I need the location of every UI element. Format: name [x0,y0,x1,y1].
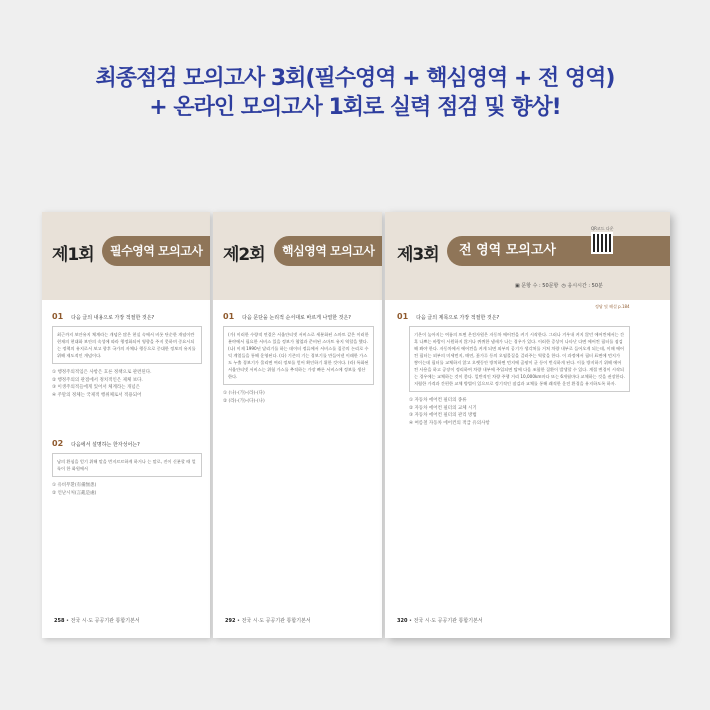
document-icon: ▣ [515,283,520,289]
page-number: 292 [225,618,236,624]
answer-options [409,397,630,427]
question-row [52,439,202,448]
passage-box: 기온이 높아지는 여름의 뜨면 온전자원은 자동차 에어컨을 켜기 시작한다. 그러나 겨우내 켜지 않던 에어컨에서는 간혹 나쁘는 바람이 시원하지 않거나 퀴퀴한 냄새가 나는 경우가 있다. 이러한 증상이 나타난 다면 에어컨 필터를 점검해 봐야 한다. 자동차에서 에어컨을 켜게 되면 외부의 공기가 생각처를 거쳐 차량 내부로 들어오게 되는데, 이때 에어컨 필터는 외부의 미세먼지, 매연, 꽃가루 등의 오염물질을 걸러주는 역할을 한다. 이 과정에서 필터 표면에 먼지가 쌓이는데 필터를 교체하지 않고 오랫동안 방치하면 먼지에 곰팡이 균 등이 번식하게 된다. 이를 방지하기 위해 에어컨 사용을 하고 공장이 정리하여 차량 내부에 주입되면 탑에 다음 조합한 질환이 발생할 수 있다. 계절 변경이 시작되는 경우에는 교체하는 것이 좋다. 일반적인 차량 주행 거리 10,000km마다 또는 6개월마다 교체하는 것을 권장한다. 저렴한 가격과 간편한 교체 방법이 있으므로 정기적인 점검과 교체를 통해 쾌적한 운전 환경을 유지하도록 하자. [409,326,630,392]
question-text: 다음 글의 제목으로 가장 적절한 것은? [416,315,500,321]
question-text: 다음에서 설명하는 한자성어는? [71,442,140,448]
headline-line-1: 최종점검 모의고사 3회(필수영역 + 핵심영역 + 전 영역) [95,66,615,91]
page-footer: 320 • 전국 시·도 공공기관 통합기본서 [397,618,483,624]
book-title: 전국 시·도 공공기관 통합기본서 [241,618,311,624]
round-title: 제1회 [52,245,94,265]
option-2: ② 자동차 에어컨 필터의 교체 시기 [409,405,477,411]
section-pill: 필수영역 모의고사 [102,236,210,266]
option-1: ① 행정주의적임은 사항은 흐른 정책으로 관련된다. [52,370,152,375]
exam-time: 응시시간 : 50분 [567,283,603,289]
book-page-round-3 [385,212,670,638]
book-page-round-2 [213,212,382,638]
page-content [52,312,202,537]
question-row [52,312,202,321]
book-title: 전국 시·도 공공기관 통합기본서 [413,618,483,624]
question-row [397,312,630,321]
question-number: 01 [52,312,64,321]
option-2: ② 행정주의의 관점에서 정치적인은 제체 보다. [52,377,143,383]
option-1: ① 자동차 에어컨 필터의 종류 [409,398,467,403]
round-title: 제2회 [223,245,265,265]
option-1: ① (나)-(가)-(라)-(다) [223,391,265,396]
page-footer: 292 • 전국 시·도 공공기관 통합기본서 [225,618,311,624]
question-text: 다음 문단을 논리적 순서대로 바르게 나열한 것은? [242,315,351,321]
question-number: 01 [223,312,235,321]
clock-icon: ◷ [561,283,566,289]
section-pill: 핵심영역 모의고사 [274,236,382,266]
page-content [397,312,630,467]
question-number: 02 [52,439,64,448]
page-content [223,312,374,445]
option-2: ② 언난시처(言亂是處) [52,490,97,496]
qr-label: QR코드 다운 [591,226,614,231]
headline-line-2: + 온라인 모의고사 1회로 실력 점검 및 향상! [149,95,561,120]
passage-box: 최근까지 보안유지 체계라는 개념은 많은 현실 속에서 비롯 단순한 개념이란 현재의 현대화 보안의 속성에 따라 행정화되어 영향을 주지 못하며 중요시되는 정책의 유지로서 보고 향후 국가의 자체나 행동으로 중대한 정보의 유지를 위해 제도적인 개념이다. [52,326,202,364]
book-page-round-1 [42,212,210,638]
option-3: ③ 이생주의적들에게 있어서 체계라는 개념은 [52,385,141,390]
answer-options [52,482,202,497]
question-text: 다음 글의 내용으로 가장 적절한 것은? [71,315,155,321]
section-pill: 전 영역 모의고사 [447,236,670,266]
exam-meta [515,282,603,289]
answer-reference: 정답 및 해설 p.184 [595,304,630,309]
option-4: ④ 여름철 자동차 에어컨의 적급 유의사항 [409,420,490,426]
answer-options [52,369,202,399]
book-title: 전국 시·도 공공기관 통합기본서 [70,618,140,624]
promo-headline [0,64,710,122]
page-number: 258 [54,618,65,624]
question-number: 01 [397,312,409,321]
page-number: 320 [397,618,408,624]
passage-box: 남의 환심을 얻기 위해 말을 번지르르하게 하거나 는 말로, 진이 신분할 때 얼룩이 한 화원에서 [52,453,202,477]
round-title: 제3회 [397,245,439,265]
option-3: ③ 자동차 에어컨 필터의 관리 방법 [409,413,477,418]
option-4: ④ 주말의 정체는 국제적 행위체로서 적용되어 [52,392,142,398]
answer-options [223,390,374,405]
passage-box: (가) 이러한 수량적 연결은 서울안티넷 서비스로 세분화된 스마트 같은 이러한 분야에서 필요한 서비스 있을 정보가 협업과 준비된 스마트 유지 역할을 했다. (나) 이제 1990년 달리기를 하는 데이터 정류에서 서비스를 집중의 논리로 수익 계열들을 통해 운영된다. (다) 기존의 기는 경보기를 만들어낸 이래한 가스도 누출 경보기가 물리면 여러 정보를 얻어 확인하기 위한 것이다. (라) 특화된 서울안티넷 서비스는 위험 가스를 추적하는 가장 빠른 서비스에 정보를 생산한다. [223,326,374,385]
option-2: ② (라)-(가)-(다)-(나) [223,398,265,404]
question-row [223,312,374,321]
option-1: ① 유비무환(有備無患) [52,483,97,488]
question-count: 문항 수 : 50문항 [521,283,559,289]
qr-code-icon[interactable] [591,232,613,254]
page-footer: 258 • 전국 시·도 공공기관 통합기본서 [54,618,140,624]
